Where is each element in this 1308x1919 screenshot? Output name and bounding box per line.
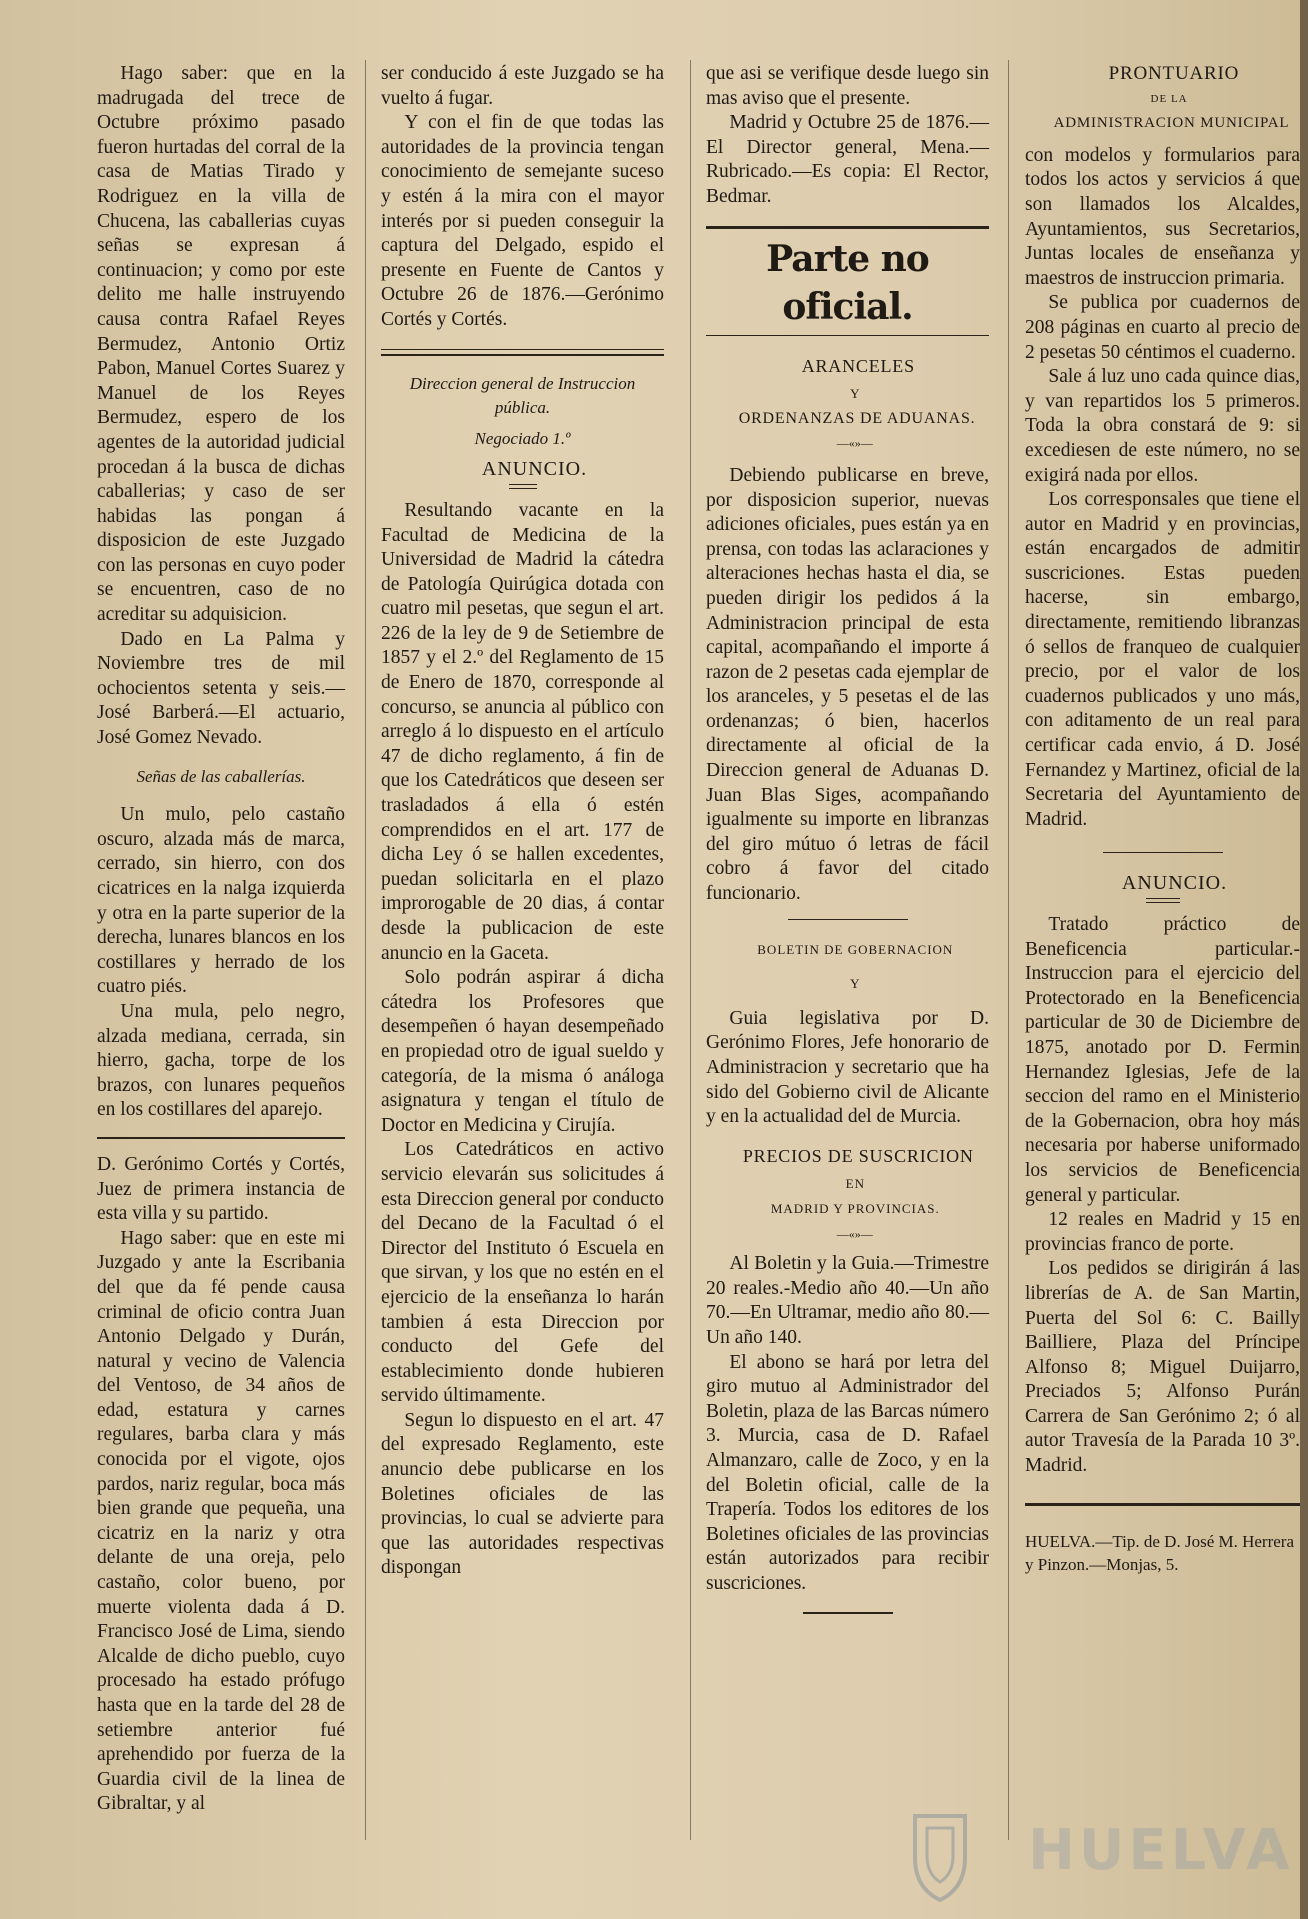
precios-heading: PRECIOS DE SUSCRICION xyxy=(742,1145,974,1166)
edict-paragraph-1: Hago saber: que en la madrugada del trece de Octubre próximo pasado fueron hurtadas del corral de la casa de Matias Tirado y Rodriguez en la villa de Chucena, las caballerias cuyas señas se expresan á continuacion; y como por este delito me halle instruyendo causa contra Rafael Reyes Bermudez, Antonio Ortiz Pabon, Manuel Cortes Suarez y Manuel de los Reyes Bermudez, espero de los agentes de la autoridad judicial procedan á la busca de dichas caballerias; y caso de ser habidas las pongan á disposicion de este Juzgado con las personas en cuyo poder se encuentren, caso de no acreditar su adquisicion. xyxy=(97,63,345,626)
vacancy-paragraph: Resultando vacante en la Facultad de Medicina de la Universidad de Madrid la cátedra de Patología Quirúgica dotada con cuatro mil pesetas, que segun el art. 226 de la ley de 9 de Setiembre de 1857 y el 2.º del Reglamento de 15 de Enero de 1870, corresponde al concurso, se anuncia al público con arreglo á lo dispuesto en el artículo 47 de dicho reglamento, á fin de que los Catedráticos que deseen ser trasladados á ella ó estén comprendidos en el art. 177 de dicha Ley ó se hallen excedentes, puedan solicitarla en el plazo improrogable de 20 dias, á contar desde la publicacion de este anuncio en la Gaceta. xyxy=(381,499,664,964)
negociado-heading: Negociado 1.º xyxy=(474,428,571,448)
aranceles-heading: ARANCELES xyxy=(801,355,915,376)
heading-ornament xyxy=(509,484,537,489)
notice-continuation: que asi se verifique desde luego sin mas aviso que el presente. xyxy=(706,63,989,109)
boletin-y: Y xyxy=(850,976,861,992)
prontuario-paragraph-3: Sale á luz uno cada quince dias, y van repartidos los 5 primeros. Toda la obra constará de 9: si excediesen de este número, no se exigirá nada por ellos. xyxy=(1025,366,1300,486)
prontuario-heading: PRONTUARIO xyxy=(1108,63,1240,84)
anuncio-heading-2: ANUNCIO. xyxy=(1121,872,1228,895)
application-paragraph: Los Catedráticos en activo servicio elevarán sus solicitudes á esta Direccion general por conducto del Decano de la Facultad ó el Director del Instituto ó Escuela en que sirvan, y los que no estén en el ejercicio de la enseñanza lo harán tambien á esta Direccion por conducto del Gefe del establecimiento donde hubieren servido últimamente. xyxy=(381,1139,664,1407)
column-3 xyxy=(706,62,989,1628)
publication-paragraph: Segun lo dispuesto en el art. 47 del expresado Reglamento, este anuncio debe publicarse en los Boletines oficiales de las provincias, lo cual se advierte para que las autoridades respectivas dispongan xyxy=(381,1409,664,1579)
ordenanzas-heading: ORDENANZAS DE ADUANAS. xyxy=(738,409,976,427)
short-rule-3 xyxy=(1103,852,1223,853)
notice-signature: Madrid y Octubre 25 de 1876.—El Director general, Mena.—Rubricado.—Es copia: El Rector, Bedmar. xyxy=(706,112,989,207)
precios-en: EN xyxy=(845,1176,865,1192)
judge-heading: D. Gerónimo Cortés y Cortés, Juez de primera instancia de esta villa y su partido. xyxy=(97,1153,345,1225)
column-divider-2 xyxy=(690,60,691,1840)
prontuario-paragraph-2: Se publica por cuadernos de 208 páginas en cuarto al precio de 2 pesetas 50 céntimos el cuaderno. xyxy=(1025,292,1300,363)
price-paragraph: 12 reales en Madrid y 15 en provincias franco de porte. xyxy=(1025,1209,1300,1255)
ornament-1: —«»— xyxy=(836,436,873,451)
short-rule-2 xyxy=(803,1612,893,1614)
direction-heading: Direccion general de Instruccion pública. xyxy=(409,373,636,418)
coat-of-arms-icon xyxy=(905,1808,975,1904)
payment-paragraph: El abono se hará por letra del giro mutuo al Administrador del Boletin, plaza de las Barcas número 3. Murcia, casa de D. Rafael Almanzaro, calle de Zoco, y en la del Boletin oficial, calle de la Trapería. Todos los editores de los Boletines oficiales de las provincias están autorizados para recibir suscriciones. xyxy=(706,1351,989,1594)
boletin-heading: BOLETIN DE GOBERNACION xyxy=(757,941,954,957)
tratado-paragraph: Tratado práctico de Beneficencia particular.-Instruccion para el ejercicio del Protectorado en la Beneficencia particular de 30 de Diciembre de 1875, anotado por D. Fermin Hernandez Iglesias, Jefe de la seccion del ramo en el Ministerio de la Gobernacion, obra hoy más necesaria por haberse uniformado los servicios de Beneficencia general y particular. xyxy=(1025,914,1300,1206)
prices-paragraph: Al Boletin y la Guia.—Trimestre 20 reales.-Medio año 40.—Un año 70.—En Ultramar, medio año 80.—Un año 140. xyxy=(706,1253,989,1348)
heading-ornament-2 xyxy=(1146,898,1180,903)
column-4 xyxy=(1025,62,1300,1576)
column-1 xyxy=(97,62,345,1817)
column-2 xyxy=(381,62,664,1581)
prontuario-paragraph-1: con modelos y formularios para todos los actos y servicios á que son llamados los Alcaldes, Ayuntamientos, sus Secretarios, Juntas locales de enseñanza y maestros de instruccion primaria. xyxy=(1025,144,1300,289)
edict-closing: Y con el fin de que todas las autoridades de la provincia tengan conocimiento de semejante suceso y estén á la mira con el mayor interés por si pueden conseguir la captura del Delgado, espido el presente en Fuente de Cantos y Octubre 26 de 1876.—Gerónimo Cortés y Cortés. xyxy=(381,112,664,330)
parte-no-oficial-heading: Parte no oficial. xyxy=(706,226,989,336)
edict-signature: Dado en La Palma y Noviembre tres de mil ochocientos setenta y seis.—José Barberá.—El actuario, José Gomez Nevado. xyxy=(97,628,345,749)
column-divider-3 xyxy=(1008,60,1009,1840)
section-rule xyxy=(97,1137,345,1139)
double-rule xyxy=(381,349,664,356)
pedidos-paragraph: Los pedidos se dirigirán á las librerías de A. de San Martin, Puerta del Sol 6: C. Bailly Bailliere, Plaza del Príncipe Alfonso 8; Miguel Duijarro, Preciados 5; Alfonso Purán Carrera de San Gerónimo 2; ó al autor Travesía de la Parada 10 3º. Madrid. xyxy=(1025,1258,1300,1477)
horse-marks-heading: Señas de las caballerías. xyxy=(136,766,306,786)
column-divider-1 xyxy=(365,60,366,1840)
printer-imprint: HUELVA.—Tip. de D. José M. Herrera y Pinzon.—Monjas, 5. xyxy=(1025,1531,1294,1574)
prontuario-paragraph-4: Los corresponsales que tiene el autor en Madrid y en provincias, están encargados de admitir suscriciones. Estas pueden hacerse, sin embargo, directamente, remitiendo libranzas ó sellos de franqueo de cualquier precio, por el valor de los cuadernos publicados y uno más, con aditamento de un real para certificar cada envio, á D. José Fernandez y Martinez, oficial de la Secretaria del Ayuntamiento de Madrid. xyxy=(1025,489,1300,830)
guia-paragraph: Guia legislativa por D. Gerónimo Flores, Jefe honorario de Administracion y secretario que ha sido del Gobierno civil de Alicante y en la actualidad del de Murcia. xyxy=(706,1007,989,1128)
page-edge-shadow xyxy=(1300,0,1308,1919)
mule-description: Un mulo, pelo castaño oscuro, alzada más de marca, cerrado, sin hierro, con dos cicatrices en la nalga izquierda y otra en la parte superior de la derecha, lunares blancos en los costillares y herrado de los cuatro piés. xyxy=(97,804,345,998)
edict-continuation: ser conducido á este Juzgado se ha vuelto á fugar. xyxy=(381,63,664,109)
ornament-2: —«»— xyxy=(836,1226,873,1241)
anuncio-heading: ANUNCIO. xyxy=(481,458,588,481)
edict-paragraph-2: Hago saber: que en este mi Juzgado y ante la Escribania del que da fé pende causa criminal de oficio contra Juan Antonio Delgado y Durán, natural y vecino de Valencia del Ventoso, de 34 años de edad, estatura y carnes regulares, barba clara y más conocida por el vigote, ojos pardos, nariz regular, boca más bien grande que pequeña, una cicatriz en la nariz y otra delante de una oreja, pelo castaño, color bueno, por muerte violenta dada á D. Francisco José de Lima, siendo Alcalde de dicho pueblo, cuyo procesado ha estado prófugo hasta que en la tarde del 28 de setiembre anterior fué aprehendido por fuerza de la Guardia civil de la linea de Gibraltar, y al xyxy=(97,1227,345,1815)
eligibility-paragraph: Solo podrán aspirar á dicha cátedra los Profesores que desempeñen ó hayan desempeñado en propiedad otro de igual sueldo y categoría, de la misma ó análoga asignatura y tengan el título de Doctor en Medicina y Cirujía. xyxy=(381,967,664,1136)
imprint-rule xyxy=(1025,1503,1300,1506)
madrid-provincias-heading: MADRID Y PROVINCIAS. xyxy=(770,1200,940,1216)
archive-watermark: HUELVA xyxy=(1028,1818,1294,1883)
aranceles-paragraph: Debiendo publicarse en breve, por disposicion superior, nuevas adiciones oficiales, pues están ya en prensa, con todas las aclaraciones y alteraciones hechas hasta el dia, se pueden dirigir los pedidos á la Administracion principal de esta capital, acompañando el importe á razon de 2 pesetas cada ejemplar de los aranceles, y 5 pesetas el de las ordenanzas; ó bien, hacerlos directamente al oficial de la Direccion general de Aduanas D. Juan Blas Siges, acompañando igualmente su importe en libranzas del giro mútuo ó letras de fácil cobro á favor del citado funcionario. xyxy=(706,464,989,905)
she-mule-description: Una mula, pelo negro, alzada mediana, cerrada, sin hierro, gacha, torpe de los brazos, con lunares pequeños en los costillares del aparejo. xyxy=(97,1000,345,1121)
administracion-heading: ADMINISTRACION MUNICIPAL xyxy=(1053,115,1290,132)
prontuario-dela: DE LA xyxy=(1150,92,1188,105)
short-rule-1 xyxy=(788,919,908,920)
aranceles-y: Y xyxy=(850,386,861,402)
